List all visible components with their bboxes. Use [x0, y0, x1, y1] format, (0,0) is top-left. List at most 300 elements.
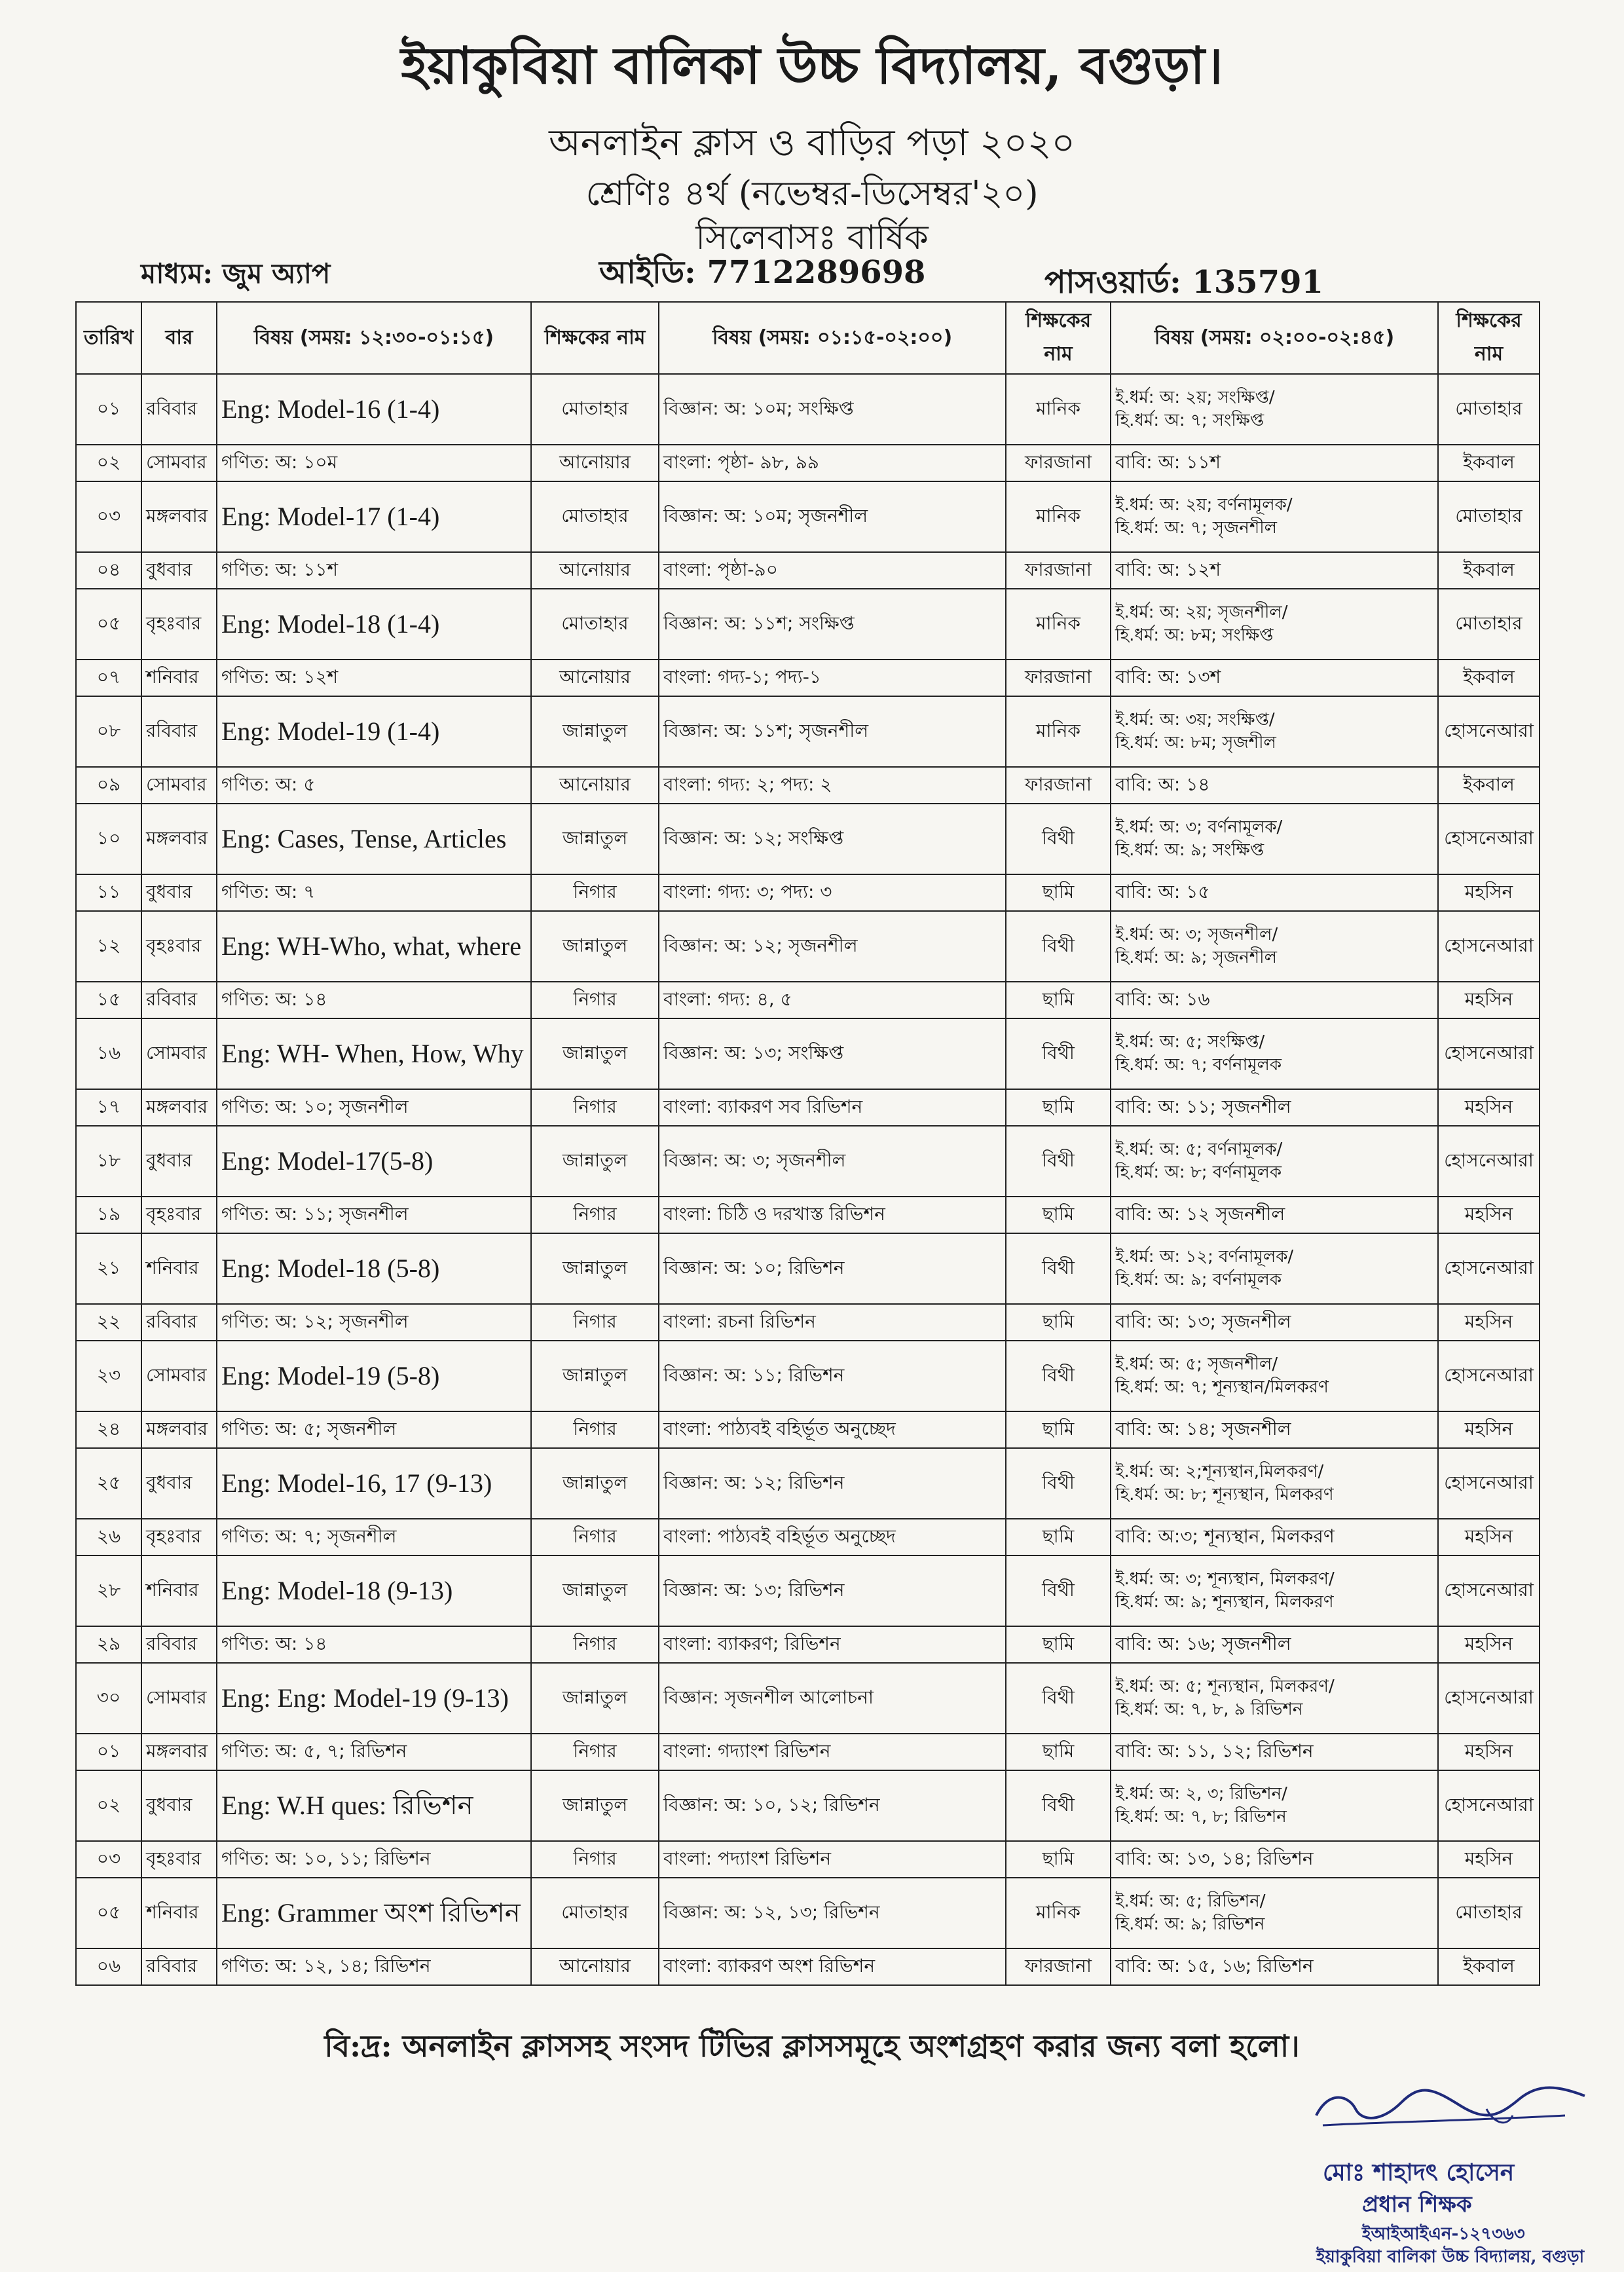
- cell-teacher-2: বিথী: [1006, 1770, 1111, 1841]
- cell-teacher-2: ছামি: [1006, 874, 1111, 911]
- table-row: [76, 1519, 1540, 1555]
- cell-subject-2: বিজ্ঞান: অ: ১২, ১৩; রিভিশন: [659, 1878, 1006, 1948]
- subject-3-line-1: ই.ধর্ম: অ: ২য়; সংক্ষিপ্ত/: [1115, 387, 1275, 407]
- subject-3-line-1: ই.ধর্ম: অ: ৫; বর্ণনামূলক/: [1115, 1139, 1283, 1159]
- cell-subject-2: বিজ্ঞান: অ: ১১শ; সংক্ষিপ্ত: [659, 589, 1006, 660]
- col-header-date: তারিখ: [76, 302, 141, 374]
- school-title: ইয়াকুবিয়া বালিকা উচ্চ বিদ্যালয়, বগুড়া।: [401, 36, 1223, 96]
- cell-day: রবিবার: [141, 982, 217, 1018]
- cell-teacher-2: ছামি: [1006, 1197, 1111, 1233]
- cell-teacher-2: ছামি: [1006, 1304, 1111, 1341]
- cell-teacher-3: হোসনেআরা: [1438, 911, 1540, 982]
- subject-3-line-2: হি.ধর্ম: অ: ৯; শূন্যস্থান, মিলকরণ: [1115, 1592, 1334, 1612]
- cell-day: মঙ্গলবার: [141, 1411, 217, 1448]
- cell-date: ১৮: [76, 1126, 141, 1197]
- col-header-subject-3: বিষয় (সময়: ০২:০০-০২:৪৫): [1111, 302, 1438, 374]
- cell-date: ০৩: [76, 481, 141, 552]
- cell-subject-1: গণিত: অ: ৫; সৃজনশীল: [217, 1411, 531, 1448]
- cell-teacher-3: হোসনেআরা: [1438, 804, 1540, 874]
- cell-teacher-1: আনোয়ার: [531, 660, 659, 696]
- cell-subject-3: বাবি: অ: ১৬: [1111, 982, 1438, 1018]
- subject-3-line-1: ই.ধর্ম: অ: ৩য়; সংক্ষিপ্ত/: [1115, 709, 1275, 730]
- table-row: [76, 1089, 1540, 1126]
- subject-3-line-1: ই.ধর্ম: অ: ৩; শূন্যস্থান, মিলকরণ/: [1115, 1569, 1335, 1589]
- subject-3-line-1: ই.ধর্ম: অ: ২য়; বর্ণনামূলক/: [1115, 494, 1293, 515]
- cell-subject-1: গণিত: অ: ১২, ১৪; রিভিশন: [217, 1948, 531, 1985]
- cell-subject-3: [1111, 374, 1438, 445]
- cell-subject-3: [1111, 1770, 1438, 1841]
- cell-day: মঙ্গলবার: [141, 1089, 217, 1126]
- col-header-teacher-2: শিক্ষকের নাম: [1006, 302, 1111, 374]
- signatory-title: প্রধান শিক্ষক: [1362, 2191, 1472, 2218]
- cell-subject-1: গণিত: অ: ১৪: [217, 982, 531, 1018]
- cell-day: মঙ্গলবার: [141, 804, 217, 874]
- cell-teacher-1: জান্নাতুল: [531, 1448, 659, 1519]
- table-row: [76, 1197, 1540, 1233]
- cell-subject-1: গণিত: অ: ১০; সৃজনশীল: [217, 1089, 531, 1126]
- cell-subject-3: বাবি: অ: ১৩শ: [1111, 660, 1438, 696]
- cell-teacher-2: বিথী: [1006, 804, 1111, 874]
- cell-subject-1: গণিত: অ: ১২শ: [217, 660, 531, 696]
- cell-teacher-1: মোতাহার: [531, 1878, 659, 1948]
- cell-subject-1: Eng: Model-18 (9-13): [217, 1555, 531, 1626]
- subject-3-line-1: ই.ধর্ম: অ: ২, ৩; রিভিশন/: [1115, 1783, 1287, 1804]
- cell-teacher-3: হোসনেআরা: [1438, 1018, 1540, 1089]
- signatory-name: মোঃ শাহাদৎ হোসেন: [1323, 2159, 1515, 2186]
- cell-date: ১১: [76, 874, 141, 911]
- cell-date: ১৭: [76, 1089, 141, 1126]
- subject-3-line-2: হি.ধর্ম: অ: ৮ম; সৃজশীল: [1115, 733, 1276, 753]
- cell-subject-3: বাবি: অ: ১৫: [1111, 874, 1438, 911]
- cell-teacher-1: আনোয়ার: [531, 767, 659, 804]
- subject-3-line-2: হি.ধর্ম: অ: ৯; বর্ণনামূলক: [1115, 1270, 1282, 1290]
- subject-3-line-2: হি.ধর্ম: অ: ৭; সংক্ষিপ্ত: [1115, 411, 1264, 430]
- cell-subject-3: [1111, 1663, 1438, 1734]
- cell-teacher-3: হোসনেআরা: [1438, 1448, 1540, 1519]
- table-row: [76, 552, 1540, 589]
- cell-subject-2: বিজ্ঞান: অ: ১১শ; সৃজনশীল: [659, 696, 1006, 767]
- cell-teacher-2: ফারজানা: [1006, 552, 1111, 589]
- cell-teacher-3: মহসিন: [1438, 1411, 1540, 1448]
- cell-teacher-2: বিথী: [1006, 1233, 1111, 1304]
- cell-date: ২২: [76, 1304, 141, 1341]
- cell-teacher-2: বিথী: [1006, 1126, 1111, 1197]
- cell-teacher-3: মহসিন: [1438, 1197, 1540, 1233]
- cell-date: ০২: [76, 1770, 141, 1841]
- cell-teacher-2: ছামি: [1006, 1841, 1111, 1878]
- cell-date: ১৫: [76, 982, 141, 1018]
- cell-subject-1: গণিত: অ: ১০ম: [217, 445, 531, 481]
- cell-subject-1: গণিত: অ: ৫, ৭; রিভিশন: [217, 1734, 531, 1770]
- seal-school-name: ইয়াকুবিয়া বালিকা উচ্চ বিদ্যালয়, বগুড়া: [1316, 2247, 1585, 2267]
- cell-subject-1: Eng: Model-18 (5-8): [217, 1233, 531, 1304]
- cell-teacher-2: বিথী: [1006, 911, 1111, 982]
- cell-subject-3: বাবি: অ:৩; শূন্যস্থান, মিলকরণ: [1111, 1519, 1438, 1555]
- cell-day: বুধবার: [141, 1770, 217, 1841]
- cell-subject-1: Eng: Model-17 (1-4): [217, 481, 531, 552]
- cell-teacher-2: ছামি: [1006, 1734, 1111, 1770]
- cell-teacher-1: নিগার: [531, 1626, 659, 1663]
- subject-3-line-2: হি.ধর্ম: অ: ৭, ৮; রিভিশন: [1115, 1807, 1287, 1827]
- cell-date: ০৫: [76, 589, 141, 660]
- cell-subject-3: [1111, 696, 1438, 767]
- cell-date: ২৩: [76, 1341, 141, 1411]
- subject-3-line-2: হি.ধর্ম: অ: ৮ম; সংক্ষিপ্ত: [1115, 625, 1274, 645]
- footnote: বি:দ্র: অনলাইন ক্লাসসহ সংসদ টিভির ক্লাসসমূহে অংশগ্রহণ করার জন্য বলা হলো।: [324, 2028, 1300, 2064]
- schedule-table: [75, 301, 1540, 1986]
- cell-subject-1: Eng: Model-18 (1-4): [217, 589, 531, 660]
- cell-date: ১০: [76, 804, 141, 874]
- table-row: [76, 696, 1540, 767]
- table-row: [76, 1555, 1540, 1626]
- cell-day: বৃহঃবার: [141, 1519, 217, 1555]
- cell-subject-2: বিজ্ঞান: অ: ১১; রিভিশন: [659, 1341, 1006, 1411]
- cell-subject-1: গণিত: অ: ১১শ: [217, 552, 531, 589]
- cell-day: বৃহঃবার: [141, 1197, 217, 1233]
- cell-teacher-2: ফারজানা: [1006, 445, 1111, 481]
- cell-teacher-1: মোতাহার: [531, 374, 659, 445]
- cell-day: শনিবার: [141, 1878, 217, 1948]
- table-row: [76, 1341, 1540, 1411]
- cell-subject-2: বিজ্ঞান: অ: ১২; সংক্ষিপ্ত: [659, 804, 1006, 874]
- cell-subject-3: [1111, 1878, 1438, 1948]
- cell-subject-2: বিজ্ঞান: অ: ১০ম; সৃজনশীল: [659, 481, 1006, 552]
- cell-day: রবিবার: [141, 696, 217, 767]
- cell-subject-2: বাংলা: পাঠ্যবই বহির্ভূত অনুচ্ছেদ: [659, 1519, 1006, 1555]
- cell-subject-3: বাবি: অ: ১৫, ১৬; রিভিশন: [1111, 1948, 1438, 1985]
- cell-teacher-1: নিগার: [531, 1519, 659, 1555]
- cell-subject-1: গণিত: অ: ৭; সৃজনশীল: [217, 1519, 531, 1555]
- subject-3-line-1: ই.ধর্ম: অ: ৫; শূন্যস্থান, মিলকরণ/: [1115, 1676, 1335, 1696]
- cell-teacher-3: ইকবাল: [1438, 767, 1540, 804]
- cell-teacher-2: মানিক: [1006, 374, 1111, 445]
- subject-3-line-1: ই.ধর্ম: অ: ৫; সৃজনশীল/: [1115, 1354, 1278, 1374]
- cell-subject-3: বাবি: অ: ১১শ: [1111, 445, 1438, 481]
- cell-teacher-1: নিগার: [531, 1734, 659, 1770]
- cell-date: ২৮: [76, 1555, 141, 1626]
- cell-day: রবিবার: [141, 374, 217, 445]
- cell-subject-1: Eng: WH- When, How, Why: [217, 1018, 531, 1089]
- cell-date: ০৫: [76, 1878, 141, 1948]
- cell-day: সোমবার: [141, 767, 217, 804]
- schedule-body: [76, 374, 1540, 1985]
- cell-subject-3: বাবি: অ: ১১, ১২; রিভিশন: [1111, 1734, 1438, 1770]
- cell-subject-2: বাংলা: চিঠি ও দরখাস্ত রিভিশন: [659, 1197, 1006, 1233]
- cell-teacher-2: মানিক: [1006, 1878, 1111, 1948]
- cell-date: ০৯: [76, 767, 141, 804]
- cell-subject-2: বাংলা: ব্যাকরণ; রিভিশন: [659, 1626, 1006, 1663]
- cell-subject-3: বাবি: অ: ১৪; সৃজনশীল: [1111, 1411, 1438, 1448]
- col-header-subject-1: বিষয় (সময়: ১২:৩০-০১:১৫): [217, 302, 531, 374]
- cell-teacher-1: আনোয়ার: [531, 445, 659, 481]
- cell-subject-3: [1111, 589, 1438, 660]
- table-row: [76, 1841, 1540, 1878]
- cell-teacher-3: হোসনেআরা: [1438, 1770, 1540, 1841]
- cell-day: সোমবার: [141, 1663, 217, 1734]
- col-header-teacher-1: শিক্ষকের নাম: [531, 302, 659, 374]
- cell-subject-1: Eng: Model-19 (1-4): [217, 696, 531, 767]
- cell-day: সোমবার: [141, 445, 217, 481]
- cell-subject-1: গণিত: অ: ১১; সৃজনশীল: [217, 1197, 531, 1233]
- cell-subject-2: বাংলা: গদ্যাংশ রিভিশন: [659, 1734, 1006, 1770]
- cell-teacher-1: নিগার: [531, 1411, 659, 1448]
- table-header-row: [76, 302, 1540, 374]
- cell-teacher-1: মোতাহার: [531, 589, 659, 660]
- cell-subject-3: [1111, 1448, 1438, 1519]
- cell-teacher-3: ইকবাল: [1438, 552, 1540, 589]
- cell-date: ০৪: [76, 552, 141, 589]
- col-header-day: বার: [141, 302, 217, 374]
- cell-subject-2: বিজ্ঞান: অ: ১০ম; সংক্ষিপ্ত: [659, 374, 1006, 445]
- cell-day: বুধবার: [141, 874, 217, 911]
- cell-subject-3: [1111, 1126, 1438, 1197]
- cell-date: ১৬: [76, 1018, 141, 1089]
- cell-subject-3: [1111, 1341, 1438, 1411]
- cell-teacher-1: নিগার: [531, 874, 659, 911]
- cell-teacher-1: আনোয়ার: [531, 552, 659, 589]
- table-row: [76, 1948, 1540, 1985]
- cell-subject-2: বাংলা: গদ্য: ৪, ৫: [659, 982, 1006, 1018]
- cell-teacher-2: মানিক: [1006, 481, 1111, 552]
- cell-day: বৃহঃবার: [141, 911, 217, 982]
- cell-day: মঙ্গলবার: [141, 481, 217, 552]
- subject-3-line-1: ই.ধর্ম: অ: ৫; সংক্ষিপ্ত/: [1115, 1032, 1265, 1052]
- subject-3-line-2: হি.ধর্ম: অ: ৭; শূন্যস্থান/মিলকরণ: [1115, 1377, 1329, 1397]
- document-subtitle: অনলাইন ক্লাস ও বাড়ির পড়া ২০২০: [549, 122, 1075, 164]
- cell-subject-1: গণিত: অ: ১০, ১১; রিভিশন: [217, 1841, 531, 1878]
- table-row: [76, 1411, 1540, 1448]
- cell-teacher-3: মহসিন: [1438, 874, 1540, 911]
- cell-date: ২৬: [76, 1519, 141, 1555]
- cell-teacher-3: মহসিন: [1438, 982, 1540, 1018]
- cell-subject-3: বাবি: অ: ১১; সৃজনশীল: [1111, 1089, 1438, 1126]
- cell-subject-3: বাবি: অ: ১৩, ১৪; রিভিশন: [1111, 1841, 1438, 1878]
- table-row: [76, 767, 1540, 804]
- cell-date: ০৮: [76, 696, 141, 767]
- subject-3-line-2: হি.ধর্ম: অ: ৮; বর্ণনামূলক: [1115, 1163, 1282, 1182]
- cell-teacher-2: ফারজানা: [1006, 660, 1111, 696]
- cell-teacher-2: মানিক: [1006, 589, 1111, 660]
- cell-teacher-2: ছামি: [1006, 1411, 1111, 1448]
- cell-day: বুধবার: [141, 1126, 217, 1197]
- cell-subject-1: Eng: Model-16, 17 (9-13): [217, 1448, 531, 1519]
- cell-subject-3: বাবি: অ: ১৪: [1111, 767, 1438, 804]
- cell-day: শনিবার: [141, 1555, 217, 1626]
- cell-date: ০৭: [76, 660, 141, 696]
- cell-teacher-3: মহসিন: [1438, 1734, 1540, 1770]
- cell-subject-3: বাবি: অ: ১২ সৃজনশীল: [1111, 1197, 1438, 1233]
- cell-day: বুধবার: [141, 1448, 217, 1519]
- subject-3-line-1: ই.ধর্ম: অ: ১২; বর্ণনামূলক/: [1115, 1246, 1294, 1267]
- cell-teacher-3: মহসিন: [1438, 1089, 1540, 1126]
- cell-day: বৃহঃবার: [141, 589, 217, 660]
- cell-teacher-3: মোতাহার: [1438, 481, 1540, 552]
- table-row: [76, 1304, 1540, 1341]
- cell-day: সোমবার: [141, 1341, 217, 1411]
- cell-teacher-3: মহসিন: [1438, 1519, 1540, 1555]
- cell-teacher-3: মহসিন: [1438, 1304, 1540, 1341]
- cell-subject-1: গণিত: অ: ১২; সৃজনশীল: [217, 1304, 531, 1341]
- cell-teacher-3: মোতাহার: [1438, 374, 1540, 445]
- table-row: [76, 481, 1540, 552]
- cell-subject-2: বাংলা: ব্যাকরণ সব রিভিশন: [659, 1089, 1006, 1126]
- cell-subject-2: বাংলা: গদ্য: ২; পদ্য: ২: [659, 767, 1006, 804]
- meeting-password: পাসওয়ার্ড: 135791: [1044, 264, 1323, 301]
- cell-subject-1: গণিত: অ: ৭: [217, 874, 531, 911]
- subject-3-line-1: ই.ধর্ম: অ: ৩; বর্ণনামূলক/: [1115, 817, 1283, 837]
- cell-subject-1: Eng: Cases, Tense, Articles: [217, 804, 531, 874]
- cell-teacher-1: নিগার: [531, 1197, 659, 1233]
- meeting-id: আইডি: 7712289698: [599, 254, 926, 291]
- table-row: [76, 982, 1540, 1018]
- table-row: [76, 445, 1540, 481]
- cell-teacher-1: জান্নাতুল: [531, 1341, 659, 1411]
- cell-teacher-3: ইকবাল: [1438, 1948, 1540, 1985]
- cell-teacher-1: জান্নাতুল: [531, 804, 659, 874]
- cell-subject-2: বিজ্ঞান: অ: ১০, ১২; রিভিশন: [659, 1770, 1006, 1841]
- cell-teacher-3: হোসনেআরা: [1438, 696, 1540, 767]
- cell-subject-2: বিজ্ঞান: অ: ১৩; সংক্ষিপ্ত: [659, 1018, 1006, 1089]
- cell-teacher-3: হোসনেআরা: [1438, 1341, 1540, 1411]
- cell-subject-2: বাংলা: গদ্য: ৩; পদ্য: ৩: [659, 874, 1006, 911]
- subject-3-line-2: হি.ধর্ম: অ: ৯; রিভিশন: [1115, 1914, 1265, 1934]
- cell-date: ০৬: [76, 1948, 141, 1985]
- cell-subject-1: গণিত: অ: ১৪: [217, 1626, 531, 1663]
- cell-day: বৃহঃবার: [141, 1841, 217, 1878]
- cell-date: ৩০: [76, 1663, 141, 1734]
- cell-day: রবিবার: [141, 1626, 217, 1663]
- cell-date: ০৩: [76, 1841, 141, 1878]
- cell-teacher-2: বিথী: [1006, 1448, 1111, 1519]
- cell-subject-1: Eng: Model-19 (5-8): [217, 1341, 531, 1411]
- cell-subject-3: [1111, 1555, 1438, 1626]
- cell-teacher-2: ফারজানা: [1006, 1948, 1111, 1985]
- cell-teacher-1: জান্নাতুল: [531, 696, 659, 767]
- table-row: [76, 1233, 1540, 1304]
- table-row: [76, 1878, 1540, 1948]
- cell-subject-1: Eng: Eng: Model-19 (9-13): [217, 1663, 531, 1734]
- subject-3-line-1: ই.ধর্ম: অ: ২য়; সৃজনশীল/: [1115, 602, 1288, 622]
- cell-teacher-2: মানিক: [1006, 696, 1111, 767]
- cell-teacher-3: হোসনেআরা: [1438, 1555, 1540, 1626]
- cell-date: ২১: [76, 1233, 141, 1304]
- cell-subject-2: বাংলা: পদ্যাংশ রিভিশন: [659, 1841, 1006, 1878]
- cell-subject-1: Eng: Grammer অংশ রিভিশন: [217, 1878, 531, 1948]
- cell-teacher-1: মোতাহার: [531, 481, 659, 552]
- cell-subject-2: বিজ্ঞান: অ: ১৩; রিভিশন: [659, 1555, 1006, 1626]
- cell-teacher-2: ছামি: [1006, 982, 1111, 1018]
- cell-teacher-2: বিথী: [1006, 1341, 1111, 1411]
- cell-subject-2: বাংলা: রচনা রিভিশন: [659, 1304, 1006, 1341]
- table-row: [76, 1126, 1540, 1197]
- cell-teacher-1: জান্নাতুল: [531, 1555, 659, 1626]
- table-row: [76, 660, 1540, 696]
- col-header-subject-2: বিষয় (সময়: ০১:১৫-০২:০০): [659, 302, 1006, 374]
- cell-day: শনিবার: [141, 660, 217, 696]
- class-line: শ্রেণিঃ ৪র্থ (নভেম্বর-ডিসেম্বর'২০): [585, 174, 1039, 214]
- table-row: [76, 911, 1540, 982]
- cell-subject-2: বাংলা: ব্যাকরণ অংশ রিভিশন: [659, 1948, 1006, 1985]
- cell-subject-2: বাংলা: পৃষ্ঠা-৯০: [659, 552, 1006, 589]
- cell-subject-3: বাবি: অ: ১২শ: [1111, 552, 1438, 589]
- cell-teacher-1: আনোয়ার: [531, 1948, 659, 1985]
- cell-teacher-3: হোসনেআরা: [1438, 1126, 1540, 1197]
- cell-teacher-1: নিগার: [531, 1304, 659, 1341]
- signature-block: [1303, 2070, 1598, 2267]
- cell-teacher-1: জান্নাতুল: [531, 1663, 659, 1734]
- cell-teacher-2: ফারজানা: [1006, 767, 1111, 804]
- cell-teacher-3: ইকবাল: [1438, 660, 1540, 696]
- cell-subject-1: Eng: W.H ques: রিভিশন: [217, 1770, 531, 1841]
- subject-3-line-2: হি.ধর্ম: অ: ৭, ৮, ৯ রিভিশন: [1115, 1700, 1303, 1719]
- cell-subject-2: বিজ্ঞান: অ: ৩; সৃজনশীল: [659, 1126, 1006, 1197]
- cell-day: মঙ্গলবার: [141, 1734, 217, 1770]
- medium-label: মাধ্যম: জুম অ্যাপ: [141, 257, 331, 289]
- cell-teacher-1: জান্নাতুল: [531, 1126, 659, 1197]
- table-row: [76, 1626, 1540, 1663]
- table-row: [76, 1448, 1540, 1519]
- cell-day: বুধবার: [141, 552, 217, 589]
- subject-3-line-2: হি.ধর্ম: অ: ৭; বর্ণনামূলক: [1115, 1055, 1282, 1075]
- table-row: [76, 1018, 1540, 1089]
- subject-3-line-1: ই.ধর্ম: অ: ৩; সৃজনশীল/: [1115, 924, 1278, 944]
- cell-date: ২৯: [76, 1626, 141, 1663]
- cell-teacher-3: মহসিন: [1438, 1626, 1540, 1663]
- cell-subject-2: বিজ্ঞান: অ: ১২; সৃজনশীল: [659, 911, 1006, 982]
- cell-teacher-1: জান্নাতুল: [531, 1233, 659, 1304]
- cell-teacher-1: জান্নাতুল: [531, 1770, 659, 1841]
- col-header-teacher-3: শিক্ষকের নাম: [1438, 302, 1540, 374]
- cell-teacher-2: বিথী: [1006, 1663, 1111, 1734]
- cell-subject-1: Eng: WH-Who, what, where: [217, 911, 531, 982]
- cell-date: ১২: [76, 911, 141, 982]
- cell-date: ০২: [76, 445, 141, 481]
- cell-subject-1: গণিত: অ: ৫: [217, 767, 531, 804]
- cell-teacher-2: বিথী: [1006, 1555, 1111, 1626]
- cell-teacher-1: জান্নাতুল: [531, 1018, 659, 1089]
- cell-date: ১৯: [76, 1197, 141, 1233]
- cell-subject-3: বাবি: অ: ১৩; সৃজনশীল: [1111, 1304, 1438, 1341]
- cell-teacher-2: বিথী: [1006, 1018, 1111, 1089]
- cell-subject-3: [1111, 1018, 1438, 1089]
- institution-code: ইআইআইএন-১২৭৩৬৩: [1362, 2224, 1525, 2244]
- cell-date: ০১: [76, 1734, 141, 1770]
- cell-teacher-3: হোসনেআরা: [1438, 1663, 1540, 1734]
- cell-teacher-2: ছামি: [1006, 1519, 1111, 1555]
- cell-day: সোমবার: [141, 1018, 217, 1089]
- cell-day: রবিবার: [141, 1948, 217, 1985]
- cell-subject-2: বিজ্ঞান: সৃজনশীল আলোচনা: [659, 1663, 1006, 1734]
- cell-subject-3: [1111, 1233, 1438, 1304]
- cell-teacher-2: ছামি: [1006, 1626, 1111, 1663]
- table-row: [76, 374, 1540, 445]
- cell-teacher-3: মোতাহার: [1438, 1878, 1540, 1948]
- cell-date: ০১: [76, 374, 141, 445]
- cell-day: শনিবার: [141, 1233, 217, 1304]
- cell-teacher-1: নিগার: [531, 1089, 659, 1126]
- cell-teacher-2: ছামি: [1006, 1089, 1111, 1126]
- cell-subject-1: Eng: Model-17(5-8): [217, 1126, 531, 1197]
- cell-subject-2: বাংলা: গদ্য-১; পদ্য-১: [659, 660, 1006, 696]
- cell-teacher-1: জান্নাতুল: [531, 911, 659, 982]
- cell-teacher-3: মহসিন: [1438, 1841, 1540, 1878]
- table-row: [76, 1663, 1540, 1734]
- cell-subject-3: [1111, 804, 1438, 874]
- cell-subject-3: [1111, 911, 1438, 982]
- cell-date: ২৫: [76, 1448, 141, 1519]
- table-row: [76, 874, 1540, 911]
- subject-3-line-2: হি.ধর্ম: অ: ৮; শূন্যস্থান, মিলকরণ: [1115, 1485, 1334, 1504]
